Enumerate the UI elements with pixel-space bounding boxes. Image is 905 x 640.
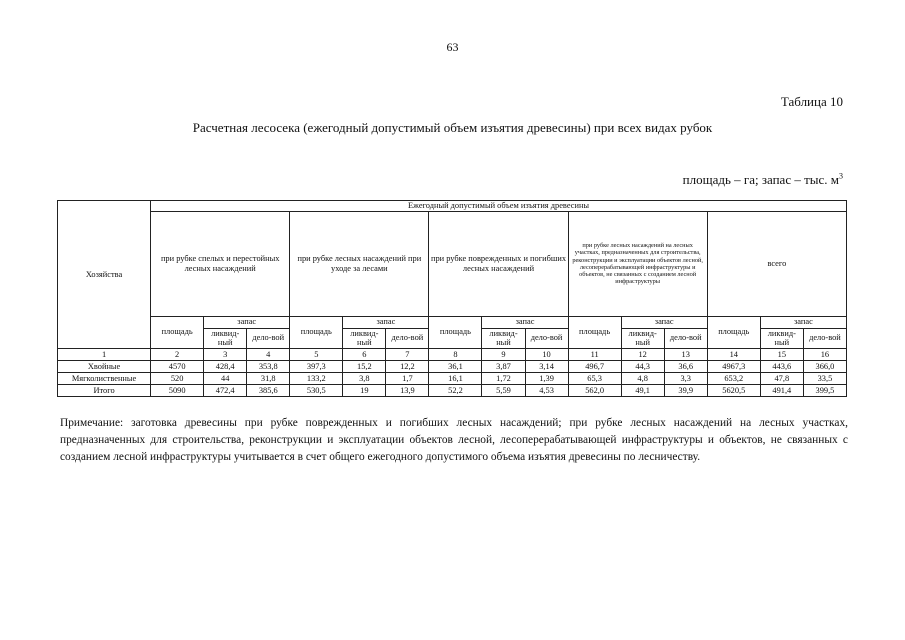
- table-cell: 33,5: [803, 372, 846, 384]
- header-group-total: всего: [707, 211, 846, 316]
- table-cell: 653,2: [707, 372, 760, 384]
- column-number-row: [58, 348, 847, 360]
- column-number: 10: [525, 348, 568, 360]
- header-annual-volume: Ежегодный допустимый объем изъятия древесины: [151, 201, 847, 212]
- table-cell: 353,8: [247, 360, 290, 372]
- column-number: 16: [803, 348, 846, 360]
- column-number: 7: [386, 348, 429, 360]
- header-farms: Хозяйства: [58, 201, 151, 349]
- column-number: 8: [429, 348, 482, 360]
- table-cell: 5620,5: [707, 384, 760, 396]
- column-number: 12: [621, 348, 664, 360]
- column-number: 9: [482, 348, 525, 360]
- table-cell: 36,1: [429, 360, 482, 372]
- table-cell: 52,2: [429, 384, 482, 396]
- header-commercial: дело-вой: [525, 328, 568, 348]
- units-caption: [683, 172, 843, 188]
- table-cell: 385,6: [247, 384, 290, 396]
- table-row: [58, 372, 847, 384]
- table-cell: 1,7: [386, 372, 429, 384]
- header-area: площадь: [707, 316, 760, 348]
- column-number: 2: [151, 348, 204, 360]
- table-cell: 39,9: [664, 384, 707, 396]
- table-cell: 366,0: [803, 360, 846, 372]
- table-cell: 397,3: [290, 360, 343, 372]
- table-cell: 4,8: [621, 372, 664, 384]
- page-number: 63: [446, 40, 459, 54]
- header-commercial: дело-вой: [664, 328, 707, 348]
- table-cell: 562,0: [568, 384, 621, 396]
- table-cell: 3,8: [343, 372, 386, 384]
- header-liquid: ликвид-ный: [760, 328, 803, 348]
- table-cell: 1,72: [482, 372, 525, 384]
- header-stock: запас: [482, 316, 568, 328]
- header-group-construction: при рубке лесных насаждений на лесных участках, предназначенных для строительства, реконструкции и эксплуатации объектов лесной, лесоперерабатывающей инфраструктуры и объектов, не связанных с созданием лесной инфраструктуры: [568, 211, 707, 316]
- table-label: Таблица 10: [780, 94, 843, 109]
- column-number: 1: [58, 348, 151, 360]
- table-cell: 15,2: [343, 360, 386, 372]
- table-cell: 428,4: [204, 360, 247, 372]
- table-row: [58, 384, 847, 396]
- column-number: 14: [707, 348, 760, 360]
- table-cell: 44,3: [621, 360, 664, 372]
- header-liquid: ликвид-ный: [343, 328, 386, 348]
- header-group-damaged: при рубке поврежденных и погибших лесных насаждений: [429, 211, 568, 316]
- table-cell: 472,4: [204, 384, 247, 396]
- units-text: площадь – га; запас – тыс. м: [682, 172, 839, 187]
- header-stock: запас: [343, 316, 429, 328]
- units-superscript: 3: [839, 171, 843, 181]
- column-number: 13: [664, 348, 707, 360]
- logging-volume-table: [57, 200, 847, 397]
- column-number: 3: [204, 348, 247, 360]
- row-label: Мягколиственные: [58, 372, 151, 384]
- table-cell: 443,6: [760, 360, 803, 372]
- table-cell: 3,14: [525, 360, 568, 372]
- table-cell: 36,6: [664, 360, 707, 372]
- table-cell: 65,3: [568, 372, 621, 384]
- table-cell: 520: [151, 372, 204, 384]
- table-cell: 16,1: [429, 372, 482, 384]
- table-cell: 530,5: [290, 384, 343, 396]
- header-liquid: ликвид-ный: [621, 328, 664, 348]
- table-cell: 3,87: [482, 360, 525, 372]
- row-label: Итого: [58, 384, 151, 396]
- table-cell: 4967,3: [707, 360, 760, 372]
- table-cell: 12,2: [386, 360, 429, 372]
- header-stock: запас: [204, 316, 290, 328]
- table-cell: 491,4: [760, 384, 803, 396]
- table-cell: 44: [204, 372, 247, 384]
- table-cell: 47,8: [760, 372, 803, 384]
- header-commercial: дело-вой: [803, 328, 846, 348]
- document-title: Расчетная лесосека (ежегодный допустимый объем изъятия древесины) при всех видах рубок: [192, 120, 713, 135]
- table-cell: 49,1: [621, 384, 664, 396]
- table-cell: 19: [343, 384, 386, 396]
- header-stock: запас: [760, 316, 846, 328]
- header-area: площадь: [151, 316, 204, 348]
- header-area: площадь: [568, 316, 621, 348]
- row-label: Хвойные: [58, 360, 151, 372]
- table-cell: 399,5: [803, 384, 846, 396]
- column-number: 6: [343, 348, 386, 360]
- header-commercial: дело-вой: [247, 328, 290, 348]
- header-commercial: дело-вой: [386, 328, 429, 348]
- header-area: площадь: [429, 316, 482, 348]
- table-cell: 4570: [151, 360, 204, 372]
- header-liquid: ликвид-ный: [482, 328, 525, 348]
- table-cell: 13,9: [386, 384, 429, 396]
- table-cell: 5090: [151, 384, 204, 396]
- header-group-care: при рубке лесных насаждений при уходе за лесами: [290, 211, 429, 316]
- table-cell: 3,3: [664, 372, 707, 384]
- column-number: 15: [760, 348, 803, 360]
- table-cell: 496,7: [568, 360, 621, 372]
- table-cell: 5,59: [482, 384, 525, 396]
- column-number: 11: [568, 348, 621, 360]
- table-cell: 31,8: [247, 372, 290, 384]
- header-area: площадь: [290, 316, 343, 348]
- header-stock: запас: [621, 316, 707, 328]
- table-row: [58, 360, 847, 372]
- header-liquid: ликвид-ный: [204, 328, 247, 348]
- table-cell: 4,53: [525, 384, 568, 396]
- header-group-mature: при рубке спелых и перестойных лесных насаждений: [151, 211, 290, 316]
- table-cell: 133,2: [290, 372, 343, 384]
- table-cell: 1,39: [525, 372, 568, 384]
- column-number: 4: [247, 348, 290, 360]
- column-number: 5: [290, 348, 343, 360]
- table-note: Примечание: заготовка древесины при рубке поврежденных и погибших лесных насаждений; при рубке лесных насаждений на лесных участках, предназначенных для строительства, реконструкции и эксплуатации объектов лесной, лесоперерабатывающей инфраструктуры и объектов, не связанных с созданием лесной инфраструктуры учитывается в счет общего ежегодного допустимого объема изъятия древесины по лесничеству.: [60, 417, 848, 463]
